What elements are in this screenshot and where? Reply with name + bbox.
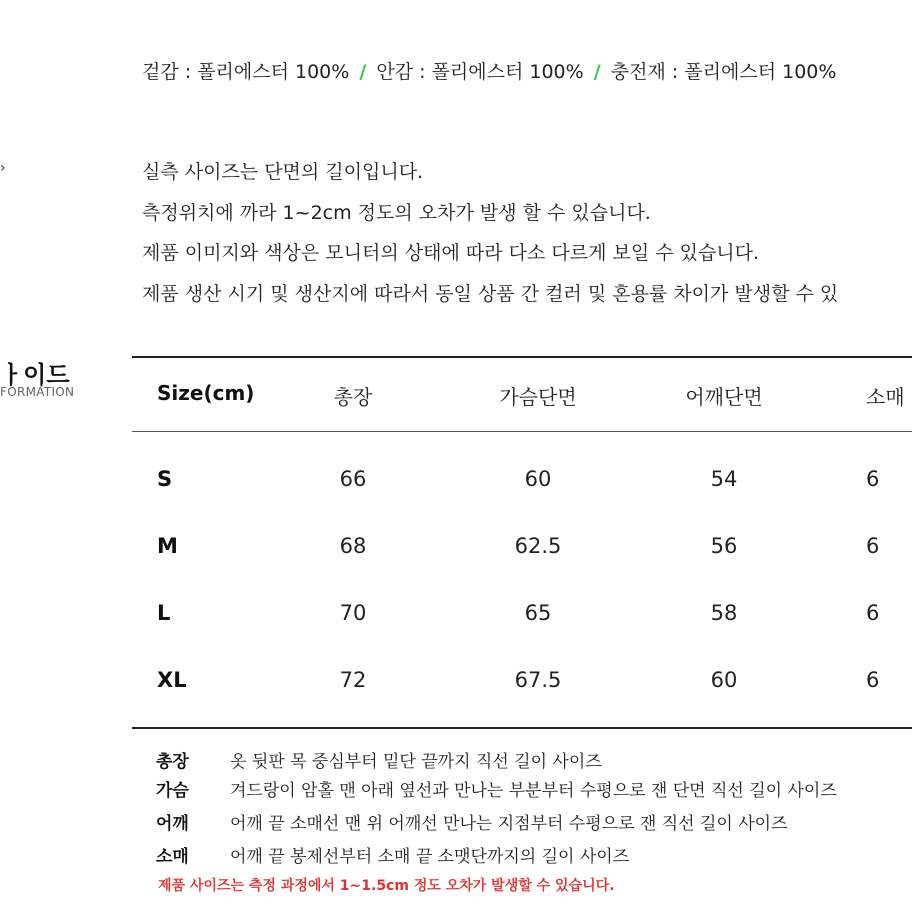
table-header-size: Size(cm) <box>157 381 255 405</box>
table-header-shoulder: 어깨단면 <box>685 385 763 409</box>
legend-key: 가슴 <box>156 781 189 801</box>
size-guide-title: ㅏ이드 <box>0 361 70 389</box>
note-line: 측정위치에 까라 1~2cm 정도의 오차가 발생 할 수 있습니다. <box>142 202 651 224</box>
table-cell: 65 <box>524 601 552 625</box>
table-cell: 72 <box>339 668 367 692</box>
table-cell: 62.5 <box>514 534 562 558</box>
table-header-sleeve: 소매 <box>866 385 905 409</box>
table-cell: 6 <box>866 534 880 558</box>
table-cell: 6 <box>866 601 880 625</box>
table-cell: 67.5 <box>514 668 562 692</box>
note-line: 제품 이미지와 색상은 모니터의 상태에 따라 다소 다르게 보일 수 있습니다. <box>142 242 760 264</box>
table-header-chest: 가슴단면 <box>499 385 577 409</box>
table-cell-size: S <box>157 467 173 491</box>
material-outer: 겉감 : 폴리에스터 100% <box>142 61 350 83</box>
table-cell: 6 <box>866 668 880 692</box>
material-lining: 안감 : 폴리에스터 100% <box>376 61 584 83</box>
legend-key: 어깨 <box>156 814 189 834</box>
table-cell: 60 <box>710 668 738 692</box>
legend-desc: 겨드랑이 암홀 맨 아래 옆선과 만나는 부분부터 수평으로 잰 단면 직선 길이 사이즈 <box>230 781 837 801</box>
chevron-right-icon: › <box>0 160 6 176</box>
legend-desc: 어깨 끝 소매선 맨 위 어깨선 만나는 지점부터 수평으로 잰 직선 길이 사이즈 <box>230 814 788 834</box>
table-cell: 56 <box>710 534 738 558</box>
size-guide-subtitle: FORMATION <box>0 385 75 399</box>
table-cell-size: XL <box>157 668 187 692</box>
table-top-rule <box>132 356 912 358</box>
material-filling: 충전재 : 폴리에스터 100% <box>610 61 837 83</box>
note-line: 실측 사이즈는 단면의 길이입니다. <box>142 161 424 183</box>
material-info <box>142 57 836 84</box>
note-line: 제품 생산 시기 및 생산지에 따라서 동일 상품 간 컬러 및 혼용률 차이가 발생할 수 있 <box>142 283 839 305</box>
material-separator: / <box>593 61 601 83</box>
table-cell: 60 <box>524 467 552 491</box>
size-warning-text: 제품 사이즈는 측정 과정에서 1~1.5cm 정도 오차가 발생할 수 있습니다. <box>158 878 615 894</box>
table-cell: 54 <box>710 467 738 491</box>
table-cell: 70 <box>339 601 367 625</box>
material-separator: / <box>359 61 367 83</box>
table-cell: 68 <box>339 534 367 558</box>
table-header-length: 총장 <box>333 385 373 409</box>
legend-key: 총장 <box>156 752 189 772</box>
table-cell: 58 <box>710 601 738 625</box>
table-cell-size: L <box>157 601 171 625</box>
legend-desc: 옷 뒷판 목 중심부터 밑단 끝까지 직선 길이 사이즈 <box>230 752 602 772</box>
table-header-rule <box>132 431 912 432</box>
table-cell-size: M <box>157 534 178 558</box>
table-cell: 66 <box>339 467 367 491</box>
table-bottom-rule <box>132 727 912 729</box>
table-cell: 6 <box>866 467 880 491</box>
legend-key: 소매 <box>156 847 189 867</box>
legend-desc: 어깨 끝 봉제선부터 소매 끝 소맷단까지의 길이 사이즈 <box>230 847 630 867</box>
